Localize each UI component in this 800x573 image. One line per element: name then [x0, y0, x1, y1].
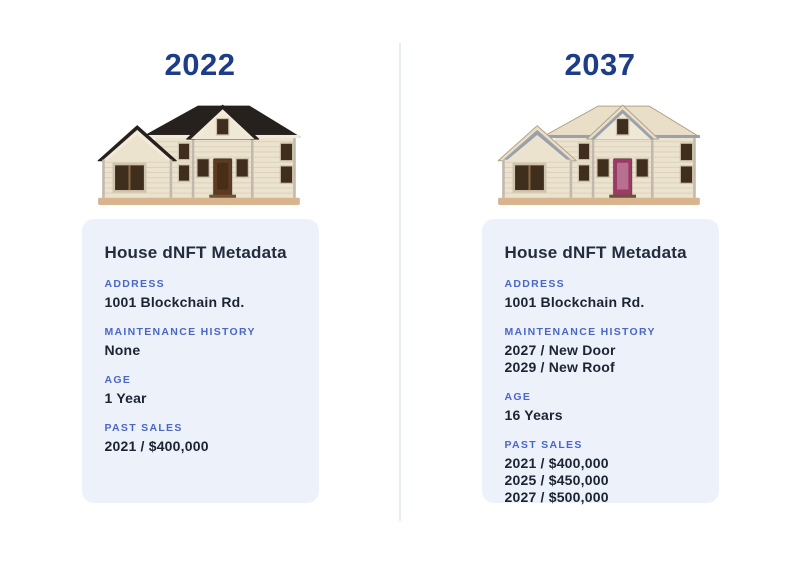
field-value: 1001 Blockchain Rd. — [504, 294, 645, 310]
left-window — [113, 163, 147, 193]
field-past-sales — [105, 422, 296, 455]
field-value: 16 Years — [504, 407, 563, 424]
field-label: AGE — [104, 374, 132, 387]
field-maintenance-history — [505, 326, 696, 376]
front-door — [609, 159, 636, 199]
column-2037 — [400, 0, 800, 573]
field-value: 2027 / New Door — [504, 342, 616, 359]
field-value: 2029 / New Roof — [504, 359, 615, 376]
field-label: PAST SALES — [104, 422, 183, 435]
field-address — [505, 278, 696, 311]
field-value: 2025 / $450,000 — [504, 472, 609, 489]
field-value: 1 Year — [104, 390, 147, 407]
field-label: ADDRESS — [504, 278, 565, 290]
field-age — [505, 391, 696, 424]
attic-window — [216, 119, 228, 135]
field-label: MAINTENANCE HISTORY — [104, 326, 256, 339]
metadata-card — [82, 219, 319, 503]
field-value: 2021 / $400,000 — [504, 455, 609, 472]
year-title: 2037 — [564, 47, 636, 82]
house-illustration-2037 — [497, 101, 703, 206]
card-title: House dNFT Metadata — [104, 243, 287, 262]
foundation — [498, 198, 700, 205]
field-value: 1001 Blockchain Rd. — [104, 294, 245, 310]
year-title: 2022 — [164, 47, 236, 82]
field-past-sales — [505, 439, 696, 506]
front-door — [209, 159, 236, 199]
field-value: 2027 / $500,000 — [504, 489, 609, 506]
field-label: MAINTENANCE HISTORY — [504, 326, 656, 339]
card-title: House dNFT Metadata — [504, 243, 687, 262]
field-address — [105, 278, 296, 311]
left-window — [513, 163, 547, 193]
field-label: PAST SALES — [504, 439, 583, 452]
metadata-card — [482, 219, 719, 506]
house-illustration-2022 — [97, 101, 303, 206]
field-age — [105, 374, 296, 407]
attic-window — [616, 119, 628, 135]
field-value: None — [104, 342, 141, 359]
field-label: AGE — [504, 391, 532, 404]
field-maintenance-history — [105, 326, 296, 359]
field-value: 2021 / $400,000 — [104, 438, 209, 455]
foundation — [98, 198, 300, 205]
field-label: ADDRESS — [104, 278, 165, 290]
